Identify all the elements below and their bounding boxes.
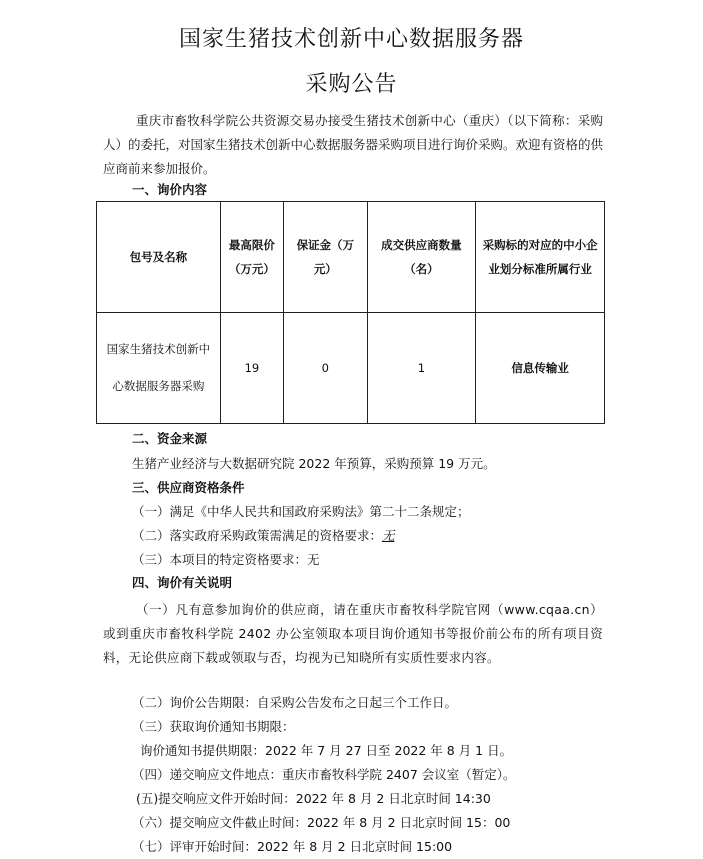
section3-item2 <box>132 528 395 544</box>
section4-item2: （二）询价公告期限：自采购公告发布之日起三个工作日。 <box>132 695 458 710</box>
section3-item2-label: （二）落实政府采购政策需满足的资格要求： <box>132 528 383 543</box>
table-header-row <box>97 202 605 313</box>
section2-text: 生猪产业经济与大数据研究院 2022 年预算，采购预算 19 万元。 <box>132 456 496 471</box>
header-name: 包号及名称 <box>97 202 221 313</box>
document-subtitle: 采购公告 <box>305 72 398 97</box>
cell-industry: 信息传输业 <box>476 313 605 424</box>
section4-item3-detail: 询价通知书提供期限：2022 年 7 月 27 日至 2022 年 8 月 1 日。 <box>140 743 513 758</box>
document-title: 国家生猪技术创新中心数据服务器 <box>178 27 524 52</box>
section1-heading: 一、询价内容 <box>132 182 208 197</box>
section4-item4: （四）递交响应文件地点：重庆市畜牧科学院 2407 会议室（暂定）。 <box>132 767 516 782</box>
header-deposit: 保证金（万元） <box>284 202 367 313</box>
cell-name: 国家生猪技术创新中心数据服务器采购 <box>97 313 221 424</box>
cell-max-price: 19 <box>220 313 283 424</box>
section3-item2-value: 无 <box>382 528 395 543</box>
inquiry-table <box>96 201 605 424</box>
section4-item6: （六）提交响应文件截止时间：2022 年 8 月 2 日北京时间 15：00 <box>132 815 511 830</box>
section3-item1: （一）满足《中华人民共和国政府采购法》第二十二条规定； <box>132 504 470 519</box>
section4-item5: (五)提交响应文件开始时间：2022 年 8 月 2 日北京时间 14:30 <box>136 791 491 806</box>
section4-heading: 四、询价有关说明 <box>132 575 233 590</box>
section4-item1: （一）凡有意参加询价的供应商，请在重庆市畜牧科学院官网（www.cqaa.cn）或到重庆市畜牧科学院 2402 办公室领取本项目询价通知书等报价前公布的所有项目资料，无论供应商下载或领取与否，均视为已知晓所有实质性要求内容。 <box>103 602 603 665</box>
header-industry: 采购标的对应的中小企业划分标准所属行业 <box>476 202 605 313</box>
cell-deposit: 0 <box>284 313 367 424</box>
cell-supplier-count: 1 <box>367 313 476 424</box>
table-row <box>97 313 605 424</box>
header-max-price: 最高限价（万元） <box>220 202 283 313</box>
section3-item3: （三）本项目的特定资格要求：无 <box>132 552 320 567</box>
section2-heading: 二、资金来源 <box>132 431 208 446</box>
section4-item3: （三）获取询价通知书期限： <box>132 719 295 734</box>
header-supplier-count: 成交供应商数量（名） <box>367 202 476 313</box>
intro-paragraph: 重庆市畜牧科学院公共资源交易办接受生猪技术创新中心（重庆）（以下简称：采购人）的委托，对国家生猪技术创新中心数据服务器采购项目进行询价采购。欢迎有资格的供应商前来参加报价。 <box>103 113 604 176</box>
section3-heading: 三、供应商资格条件 <box>132 480 245 495</box>
section4-item7: （七）评审开始时间：2022 年 8 月 2 日北京时间 15:00 <box>132 839 453 854</box>
